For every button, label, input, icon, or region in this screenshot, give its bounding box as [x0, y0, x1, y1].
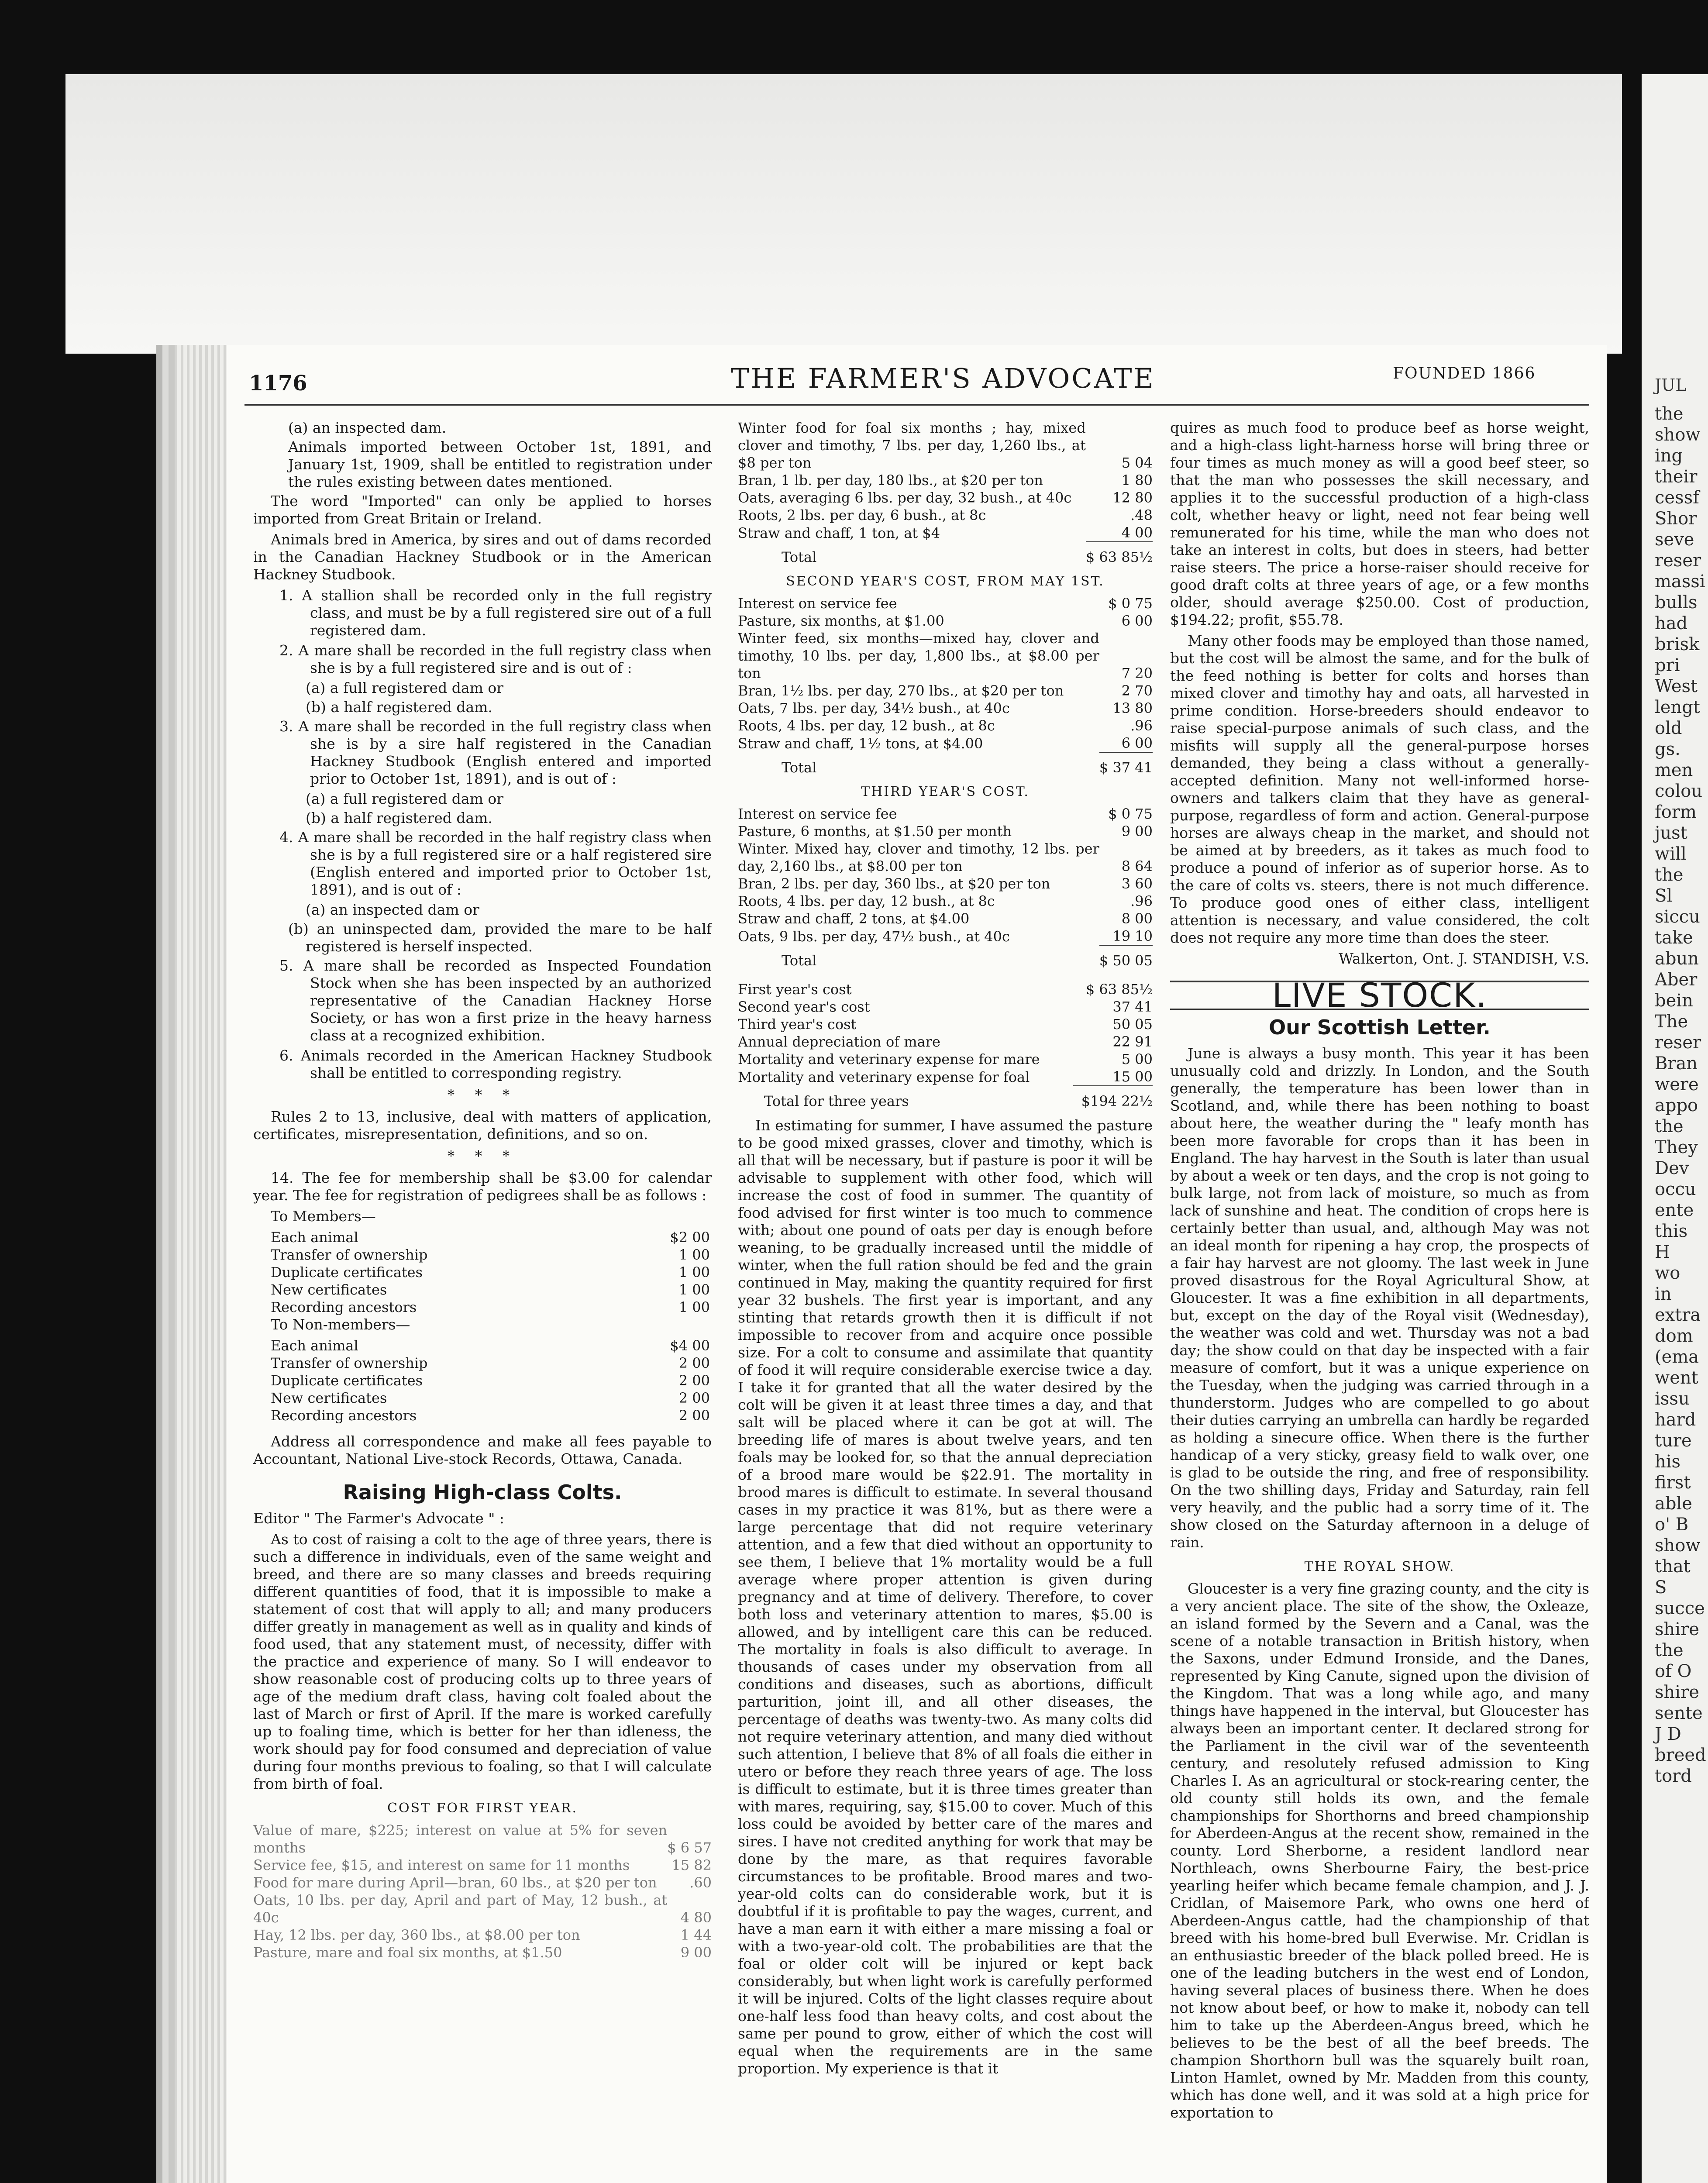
adjacent-page-line: will	[1655, 844, 1687, 864]
adjacent-page-line: reser	[1655, 1033, 1701, 1053]
rules-2-13: Rules 2 to 13, inclusive, deal with matters of application, certificates, misrepresentation, definitions, and so on.	[253, 1108, 712, 1143]
adjacent-page-line: show	[1655, 1536, 1701, 1556]
adjacent-page-line: ente	[1655, 1200, 1694, 1220]
adjacent-page-line: colou	[1655, 781, 1703, 801]
cost-item: Straw and chaff, 1 ton, at $4	[738, 525, 940, 541]
cost-row	[738, 717, 1153, 734]
fee-amount: 2 00	[678, 1390, 710, 1406]
adjacent-page-line: shire	[1655, 1682, 1699, 1702]
cost-row	[738, 805, 1153, 823]
adjacent-page-line: just	[1655, 823, 1687, 843]
cost-item: Service fee, $15, and interest on same for 11 months	[253, 1857, 630, 1873]
cost-row	[253, 1926, 712, 1944]
colts-continued: quires as much food to produce beef as horse weight, and a high-class light-harness horse will bring three or four times as much money as will a good beef steer, so that the man who possesses the skill necessary, and applies it to the successful production of a high-class colt, whether heavy or light, need not fear being well remunerated for his time, while the man who does not take an interest in colts, but does in steers, had better raise steers. The price a horse-raiser should receive for good draft colts at three years of age, or a few months older, should average $250.00. Cost of production, $194.22; profit, $55.78.	[1170, 419, 1589, 628]
cost-row	[738, 524, 1153, 542]
cost-item: Winter. Mixed hay, clover and timothy, 12 lbs. per day, 2,160 lbs., at $8.00 per ton	[738, 840, 1099, 875]
second-year-total: $ 37 41	[1099, 752, 1153, 776]
cost-amount: 1 44	[680, 1927, 712, 1943]
adjacent-page-line: wo	[1655, 1263, 1680, 1283]
cost-amount: 9 00	[680, 1944, 712, 1961]
cost-row	[253, 1874, 712, 1891]
adjacent-page-line: brisk	[1655, 634, 1700, 654]
rule-5: 5. A mare shall be recorded as Inspected Foundation Stock when she has been inspected by an authorized representative of the Canadian Hackney Horse Society, or has won a first prize in the heavy harness class at a recognized exhibition.	[279, 957, 712, 1044]
fee-item: Duplicate certificates	[271, 1264, 423, 1281]
bred-in-america: Animals bred in America, by sires and out of dams recorded in the Canadian Hackney Studbook or in the American Hackney Studbook.	[253, 531, 712, 583]
cost-row	[738, 981, 1153, 998]
rule-2a: (a) a full registered dam or	[306, 679, 503, 696]
fee-row	[253, 1264, 712, 1281]
adjacent-page-line: ture	[1655, 1431, 1692, 1451]
total-label: Total	[782, 952, 817, 969]
cost-amount: 8 00	[1121, 910, 1153, 927]
fee-item: Each animal	[271, 1337, 358, 1354]
rule-1: 1. A stallion shall be recorded only in the full registry class, and must be by a full registered sire out of a full registered dam.	[279, 587, 712, 639]
cost-row	[738, 1033, 1153, 1050]
adjacent-page-line: gs.	[1655, 739, 1680, 759]
cost-row	[738, 506, 1153, 524]
author-signature: Walkerton, Ont. J. STANDISH, V.S.	[1339, 950, 1589, 967]
adjacent-page-line: the	[1655, 1116, 1684, 1136]
fee-row	[253, 1298, 712, 1316]
cost-item: Pasture, mare and foal six months, at $1.50	[253, 1944, 562, 1961]
fee-item: Recording ancestors	[271, 1407, 417, 1424]
first-year-cost-table	[253, 1821, 712, 1961]
adjacent-page-line: Sl	[1655, 886, 1673, 906]
estimating-paragraph: In estimating for summer, I have assumed the pasture to be good mixed grasses, clover and timothy, which is all that will be necessary, but if pasture is poor it will be advisable to supplement with other food, which will increase the cost of food in summer. The quantity of food advised for first winter is too much to commence with; about one pound of oats per day is enough before weaning, to be gradually increased until the middle of winter, when the full ration should be fed and the grain continued in May, making the quantity required for first year 32 bushels. The first year is important, and any stinting that retards growth then it is difficult if not impossible to recover from and acquire once possible size. For a colt to consume and assimilate that quantity of food it will require considerable exercise twice a day. I take it for granted that all the water desired by the colt will be given it at least three times a day, and that salt will be placed where it can be got at will. The breeding life of mares is about twelve years, and ten foals may be looked for, so that the annual depreciation of a brood mare would be $22.91. The mortality in brood mares is difficult to estimate. In several thousand cases in my practice it was 81%, but as there were a large percentage that did not require veterinary attention, and a few that died without an opportunity to see them, I believe that 1% mortality would be a full average where proper attention is given during pregnancy and at time of delivery. Therefore, to cover both loss and veterinary attention to mares, $5.00 is allowed, and by intelligent care this can be reduced. The mortality in foals is also difficult to average. In thousands of cases under my observation from all conditions and diseases, such as abortions, difficult parturition, joint ill, and all other diseases, the percentage of deaths was twenty-two. As many colts did not require veterinary attention, and many died without such attention, I believe that 8% of all foals die either in utero or before they reach three years of age. The loss is difficult to estimate, but it is three times greater than with mares, requiring, say, $15.00 to cover. Much of this loss could be avoided by better care of the mares and sires. I have not credited anything for work that may be done by the mare, as that requires favorable circumstances to be profitable. Brood mares and two-year-old colts can do considerable work, but it is doubtful if it is profitable to pay the wages, current, and have a man earn it with either a mare missing a foal or with a two-year-old colt. The probabilities are that the foal or older colt will be injured or kept back considerably, but when light work is carefully performed it will be injured. Colts of the light classes require about one-half less food than heavy colts, and cost about the same per pound to grow, either of which the cost will equal when the requirements are in the same proportion. My experience is that it	[738, 1117, 1153, 2077]
adjacent-page-line: form	[1655, 802, 1697, 822]
rule-3a: (a) a full registered dam or	[306, 790, 503, 807]
summary-total-row	[738, 1086, 1153, 1110]
first-year-total-row	[738, 542, 1153, 566]
cost-row	[738, 823, 1153, 840]
cost-item: Mortality and veterinary expense for mare	[738, 1051, 1040, 1067]
cost-row	[738, 419, 1153, 472]
adjacent-page-line: Aber	[1655, 970, 1698, 990]
cost-amount: 22 91	[1112, 1033, 1153, 1050]
rule-2: 2. A mare shall be recorded in the full registry class when she is by a full registered sire and is out of :	[279, 642, 712, 676]
adjacent-page-line: that	[1655, 1556, 1691, 1577]
imported-definition: The word "Imported" can only be applied to horses imported from Great Britain or Ireland.	[253, 492, 712, 527]
cost-amount: 15 82	[671, 1857, 712, 1873]
cost-row	[253, 1821, 712, 1856]
adjacent-page-line: this	[1655, 1221, 1688, 1241]
cost-amount: .48	[1130, 507, 1153, 523]
cost-row	[738, 840, 1153, 875]
adjacent-page-line: the	[1655, 404, 1684, 424]
fee-amount: 1 00	[678, 1246, 710, 1263]
cost-amount: 15 00	[1112, 1068, 1153, 1085]
header-rule	[244, 404, 1589, 406]
cost-item: Pasture, 6 months, at $1.50 per month	[738, 823, 1012, 840]
cost-item: Winter feed, six months—mixed hay, clover and timothy, 10 lbs. per day, 1,800 lbs., at $8.00 per ton	[738, 630, 1099, 682]
adjacent-page-line: abun	[1655, 949, 1699, 969]
royal-show-paragraph: Gloucester is a very fine grazing county, and the city is a very ancient place. The site of the show, the Oxleaze, an island formed by the Severn and a Canal, was the scene of a notable transaction in British history, when the Saxons, under Edmund Ironside, and the Danes, represented by King Canute, signed upon the division of the Kingdom. That was a long while ago, and many things have happened in the interval, but Gloucester has always been an important center. It declared strong for the Parliament in the civil war of the seventeenth century, and resolutely refused admission to King Charles I. As an agricultural or stock-rearing center, the old county still holds its own, and the female championships for Shorthorns and breed championship for Aberdeen-Angus at the recent show, remained in the county. Lord Sherborne, a resident landlord near Northleach, owns Sherbourne Fairy, the best-price yearling heifer which became female champion, and J. J. Cridlan, of Maisemore Park, who owns one herd of Aberdeen-Angus cattle, had the championship of that breed with his home-bred bull Everwise. Mr. Cridlan is an enthusiastic breeder of the black polled breed. He is one of the leading butchers in the west end of London, having several places of business there. When he does not know about beef, or how to make it, nobody can tell him to take up the Aberdeen-Angus breed, which he believes to be the best of all the beef breeds. The champion Shorthorn bull was the squarely built roan, Linton Hamlet, owned by Mr. Madden from this county, which has done well, and it was sold at a high price for exportation to	[1170, 1580, 1589, 2121]
fee-row	[253, 1407, 712, 1424]
cost-row	[738, 875, 1153, 892]
adjacent-page-line: breed	[1655, 1745, 1706, 1765]
adjacent-page-line: S	[1655, 1577, 1667, 1598]
cost-item: Roots, 4 lbs. per day, 12 bush., at 8c	[738, 893, 995, 909]
adjacent-page-line: siccu	[1655, 907, 1700, 927]
fee-amount: 1 00	[678, 1264, 710, 1281]
cost-amount: 7 20	[1121, 665, 1153, 682]
fee-amount: 2 00	[678, 1355, 710, 1371]
adjacent-page-line: o' B	[1655, 1515, 1689, 1535]
cost-amount: 12 80	[1112, 489, 1153, 506]
cost-amount: $ 0 75	[1108, 806, 1153, 822]
cost-amount: $ 63 85½	[1085, 981, 1153, 998]
summary-cost-table	[738, 981, 1153, 1110]
fee-row	[253, 1229, 712, 1246]
rule-a-rest: Animals imported between October 1st, 1891, and January 1st, 1909, shall be entitled to registration under the rules existing between dates mentioned.	[288, 438, 712, 490]
section-title-live-stock: LIVE STOCK.	[1170, 981, 1589, 1010]
rule-4: 4. A mare shall be recorded in the half registry class when she is by a full registered sire or a half registered sire (English entered and imported prior to October 1st, 1891), and is out of :	[279, 829, 712, 898]
fee-row	[253, 1281, 712, 1298]
adjacent-page-line: H	[1655, 1242, 1670, 1262]
cost-amount: $ 6 57	[667, 1839, 712, 1856]
fee-row	[253, 1246, 712, 1264]
cost-item: Third year's cost	[738, 1016, 857, 1033]
fee-amount: 2 00	[678, 1372, 710, 1389]
cost-row	[738, 472, 1153, 489]
members-fee-table	[253, 1229, 712, 1316]
scottish-paragraph-1: June is always a busy month. This year it has been unusually cold and drizzly. In London, and the South generally, the temperature has been lower than in Scotland, and, while there has been nothing to boast about here, the weather during the " leafy month has been more favorable for crops than it has been in England. The hay harvest in the South is later than usual by about a week or ten days, and the crop is not going to bulk large, not from lack of moisture, so much as from lack of sunshine and heat. The condition of crops here is certainly better than usual, and, although May was not an ideal month for ripening a hay crop, the prospects of a fair hay harvest are not gloomy. The last week in June proved disastrous for the Royal Agricultural Show, at Gloucester. It was a fine exhibition in all departments, but, except on the day of the Royal visit (Wednesday), the weather was cold and wet. Thursday was not a bad day; the show could on that day be inspected with a fair measure of comfort, but it was a unique experience on the Tuesday, when the judging was carried through in a thunderstorm. Judges who are compelled to go about their duties carrying an umbrella can hardly be regarded as holding a sinecure office. When there is the further handicap of a very sticky, greasy field to walk over, one is glad to be outside the ring, and free of responsibility. On the two shilling days, Friday and Saturday, rain fell very heavily, and the public had a sorry time of it. The show closed on the Saturday afternoon in a deluge of rain.	[1170, 1045, 1589, 1551]
adjacent-page-line: ing	[1655, 446, 1683, 466]
total-label: Total	[782, 549, 817, 565]
first-year-cost-table-continued	[738, 419, 1153, 566]
rule-6: 6. Animals recorded in the American Hackney Studbook shall be entitled to corresponding registry.	[279, 1047, 712, 1081]
rule-a-lead: (a) an inspected dam.	[288, 419, 447, 436]
royal-show-heading: THE ROYAL SHOW.	[1304, 1559, 1455, 1574]
rule-3b: (b) a half registered dam.	[306, 809, 492, 826]
cost-item: Second year's cost	[738, 999, 870, 1015]
article-title-colts: Raising High-class Colts.	[343, 1481, 622, 1504]
nonmembers-heading: To Non-members—	[271, 1316, 410, 1333]
cost-amount: .60	[689, 1874, 712, 1891]
adjacent-page-line: dom	[1655, 1326, 1693, 1346]
adjacent-page-line: their	[1655, 467, 1698, 487]
adjacent-page-line: issu	[1655, 1389, 1690, 1409]
cost-amount: 19 10	[1112, 928, 1153, 944]
fee-amount: 2 00	[678, 1407, 710, 1424]
rule-4b: (b) an uninspected dam, provided the mare to be half registered is herself inspected.	[288, 920, 712, 955]
cost-item: Interest on service fee	[738, 595, 897, 612]
adjacent-page-line: Bran	[1655, 1054, 1698, 1074]
cost-row	[738, 1050, 1153, 1068]
cost-row	[738, 630, 1153, 682]
cost-item: Oats, 7 lbs. per day, 34½ bush., at 40c	[738, 700, 1010, 716]
cost-item: Hay, 12 lbs. per day, 360 lbs., at $8.00 per ton	[253, 1927, 580, 1943]
adjacent-page-line: The	[1655, 1012, 1688, 1032]
summary-total: $194 22½	[1073, 1086, 1153, 1110]
fee-amount: 1 00	[678, 1299, 710, 1315]
cost-row	[738, 489, 1153, 506]
cost-row	[738, 1016, 1153, 1033]
fee-item: Transfer of ownership	[271, 1355, 428, 1371]
adjacent-page-line: lengt	[1655, 697, 1700, 717]
page-number: 1176	[249, 371, 307, 396]
cost-amount: 3 60	[1121, 875, 1153, 892]
adjacent-page-line: cessf	[1655, 488, 1699, 508]
adjacent-page-line: pri	[1655, 655, 1680, 675]
editor-salutation: Editor " The Farmer's Advocate " :	[253, 1510, 505, 1527]
adjacent-page-lines	[1642, 403, 1708, 1787]
adjacent-page-line: take	[1655, 928, 1693, 948]
second-year-heading: SECOND YEAR'S COST, FROM MAY 1ST.	[786, 574, 1105, 589]
cost-row	[253, 1891, 712, 1926]
adjacent-page-line: first	[1655, 1473, 1691, 1493]
colts-paragraph-1: As to cost of raising a colt to the age of three years, there is such a difference in individuals, even of the same weight and breed, and there are so many classes and breeds requiring different quantities of food, that it is impossible to make a statement of cost that will apply to all; and many producers differ greatly in management as well as in quality and kinds of food used, that any statement must, of necessity, differ with the practice and experience of many. So I will endeavor to show reasonable cost of producing colts up to three years of age of the medium draft class, having colt foaled about the last of March or first of April. If the mare is worked carefully up to foaling time, which is better for her than idleness, the work should pay for food consumed and depreciation of value during four months previous to foaling, so that I will calculate from birth of foal.	[253, 1531, 712, 1792]
adjacent-page-line: West	[1655, 676, 1698, 696]
separator-stars: * * *	[447, 1147, 518, 1164]
adjacent-page-line: hard	[1655, 1410, 1696, 1430]
adjacent-page-line: in	[1655, 1284, 1672, 1304]
cost-item: Roots, 2 lbs. per day, 6 bush., at 8c	[738, 507, 986, 523]
adjacent-page-line: had	[1655, 613, 1688, 634]
cost-amount: .96	[1130, 717, 1153, 734]
second-year-cost-table	[738, 595, 1153, 776]
adjacent-page-line: extra	[1655, 1305, 1701, 1325]
rule-2b: (b) a half registered dam.	[306, 699, 492, 716]
fee-item: New certificates	[271, 1390, 387, 1406]
cost-row	[738, 734, 1153, 752]
cost-amount: 1 80	[1121, 472, 1153, 489]
separator-stars: * * *	[447, 1086, 518, 1103]
founded-line: FOUNDED 1866	[1393, 365, 1536, 382]
cost-amount: 13 80	[1112, 700, 1153, 716]
cost-item: Annual depreciation of mare	[738, 1033, 940, 1050]
rule-4a: (a) an inspected dam or	[306, 901, 479, 918]
cost-row	[738, 699, 1153, 717]
adjacent-page-line: appo	[1655, 1095, 1698, 1116]
cost-item: Pasture, six months, at $1.00	[738, 613, 944, 629]
adjacent-page-line: went	[1655, 1368, 1698, 1388]
cost-item: First year's cost	[738, 981, 852, 998]
first-year-total: $ 63 85½	[1086, 542, 1153, 566]
cost-item: Oats, averaging 6 lbs. per day, 32 bush., at 40c	[738, 489, 1072, 506]
rule-3: 3. A mare shall be recorded in the full registry class when she is by a sire half registered in the Canadian Hackney Studbook (English entered and imported prior to October 1st, 1891), and is out of :	[279, 718, 712, 787]
fee-row	[253, 1372, 712, 1389]
third-year-heading: THIRD YEAR'S COST.	[861, 784, 1030, 799]
adjacent-page-line: were	[1655, 1074, 1699, 1095]
cost-amount: 5 00	[1121, 1051, 1153, 1067]
adjacent-page-line: show	[1655, 425, 1701, 445]
adjacent-page-line: the	[1655, 1640, 1684, 1660]
cost-item: Food for mare during April—bran, 60 lbs., at $20 per ton	[253, 1874, 657, 1891]
cost-amount: 9 00	[1121, 823, 1153, 840]
cost-amount: 50 05	[1112, 1016, 1153, 1033]
cost-row	[738, 612, 1153, 630]
adjacent-page-line: bulls	[1655, 592, 1698, 613]
adjacent-page-line: reser	[1655, 551, 1701, 571]
column-2	[738, 419, 1153, 2081]
cost-item: Oats, 10 lbs. per day, April and part of May, 12 bush., at 40c	[253, 1892, 668, 1926]
column-1	[253, 419, 712, 1961]
cost-item: Straw and chaff, 2 tons, at $4.00	[738, 910, 970, 927]
cost-amount: $ 0 75	[1108, 595, 1153, 612]
adjacent-page-line: of O	[1655, 1661, 1692, 1681]
cost-row	[253, 1944, 712, 1961]
cost-item: Oats, 9 lbs. per day, 47½ bush., at 40c	[738, 928, 1010, 945]
fee-item: Recording ancestors	[271, 1299, 417, 1315]
binding-spine	[175, 345, 227, 2183]
cost-amount: 6 00	[1121, 735, 1153, 751]
total-label: Total	[782, 759, 817, 776]
adjacent-page-line: massi	[1655, 572, 1705, 592]
column-3	[1170, 419, 1589, 2125]
cost-row	[738, 998, 1153, 1016]
adjacent-page-line: old	[1655, 718, 1682, 738]
adjacent-page-line: his	[1655, 1452, 1681, 1472]
adjacent-page-line: Shor	[1655, 509, 1697, 529]
cost-item: Bran, 1½ lbs. per day, 270 lbs., at $20 per ton	[738, 682, 1064, 699]
second-year-total-row	[738, 752, 1153, 776]
cost-item: Mortality and veterinary expense for foal	[738, 1069, 1030, 1085]
rule-14: 14. The fee for membership shall be $3.00 for calendar year. The fee for registration of pedigrees shall be as follows :	[253, 1169, 712, 1204]
members-heading: To Members—	[271, 1208, 376, 1225]
cost-row	[738, 1068, 1153, 1086]
third-year-total: $ 50 05	[1099, 945, 1153, 969]
fee-row	[253, 1354, 712, 1372]
third-year-total-row	[738, 945, 1153, 969]
cost-row	[253, 1856, 712, 1874]
adjacent-page-line: the	[1655, 865, 1684, 885]
third-year-cost-table	[738, 805, 1153, 969]
adjacent-page-line: men	[1655, 760, 1693, 780]
nonmembers-fee-table	[253, 1337, 712, 1424]
adjacent-page-line: bein	[1655, 991, 1693, 1011]
cost-item: Value of mare, $225; interest on value at 5% for seven months	[253, 1822, 668, 1856]
cost-amount: 8 64	[1121, 858, 1153, 875]
cost-amount: 4 80	[680, 1909, 712, 1926]
fee-amount: $4 00	[670, 1337, 710, 1354]
fee-row	[253, 1337, 712, 1354]
cost-row	[738, 682, 1153, 699]
address-note: Address all correspondence and make all fees payable to Accountant, National Live-stock Records, Ottawa, Canada.	[253, 1433, 712, 1467]
fee-item: Duplicate certificates	[271, 1372, 423, 1389]
adjacent-page-line: sente	[1655, 1703, 1703, 1723]
article-title-scottish-letter: Our Scottish Letter.	[1269, 1016, 1491, 1039]
cost-amount: 4 00	[1121, 524, 1153, 541]
cost-item: Bran, 1 lb. per day, 180 lbs., at $20 per ton	[738, 472, 1043, 489]
fee-amount: 1 00	[678, 1281, 710, 1298]
adjacent-page-line: They	[1655, 1137, 1698, 1157]
adjacent-page-line: able	[1655, 1494, 1692, 1514]
cost-amount: 2 70	[1121, 682, 1153, 699]
cost-amount: 6 00	[1121, 613, 1153, 629]
cost-item: Winter food for foal six months ; hay, mixed clover and timothy, 7 lbs. per day, 1,260 lbs., at $8 per ton	[738, 420, 1086, 471]
fee-item: New certificates	[271, 1281, 387, 1298]
adjacent-page-line: seve	[1655, 530, 1694, 550]
cost-row	[738, 927, 1153, 945]
adjacent-page-line: succe	[1655, 1598, 1705, 1618]
cost-amount: .96	[1130, 893, 1153, 909]
summary-total-label: Total for three years	[764, 1093, 909, 1109]
cost-amount: 37 41	[1112, 999, 1153, 1015]
cost-item: Roots, 4 lbs. per day, 12 bush., at 8c	[738, 717, 995, 734]
fee-item: Each animal	[271, 1229, 358, 1246]
adjacent-page-header: JUL	[1655, 375, 1687, 395]
adjacent-page-line: shire	[1655, 1619, 1699, 1639]
adjacent-page-line: (ema	[1655, 1347, 1699, 1367]
cost-item: Bran, 2 lbs. per day, 360 lbs., at $20 per ton	[738, 875, 1050, 892]
cost-row	[738, 910, 1153, 927]
adjacent-page-line: occu	[1655, 1179, 1696, 1199]
adjacent-page-line: Dev	[1655, 1158, 1689, 1178]
adjacent-page-strip	[1642, 74, 1708, 2183]
many-other-foods: Many other foods may be employed than those named, but the cost will be almost the same, and for the bulk of the feed nothing is better for colts and horses than mixed clover and timothy hay and oats, all harvested in prime condition. Horse-breeders should endeavor to raise special-purpose animals of such class, and the misfits will supply all the general-purpose horses demanded, they being a class without a generally-accepted definition. Many not well-informed horse-owners and talkers claim that they have as general-purpose, regardless of form and action. General-purpose horses are always cheap in the market, and should not be aimed at by breeders, as it takes as much food to produce a pound of inferior as of superior horse. As to the care of colts vs. steers, there is not much difference. To produce good ones of either class, intelligent attention is necessary, and value considered, the colt does not require any more time than does the steer.	[1170, 632, 1589, 946]
fee-row	[253, 1389, 712, 1407]
cost-item: Interest on service fee	[738, 806, 897, 822]
masthead: THE FARMER'S ADVOCATE	[731, 362, 1155, 394]
cost-amount: 5 04	[1121, 455, 1153, 471]
cost-row	[738, 892, 1153, 910]
cost-row	[738, 595, 1153, 612]
cost-item: Straw and chaff, 1½ tons, at $4.00	[738, 735, 983, 752]
adjacent-page-line: tord	[1655, 1766, 1692, 1786]
first-year-heading: COST FOR FIRST YEAR.	[387, 1801, 578, 1816]
fee-amount: $2 00	[670, 1229, 710, 1246]
fee-item: Transfer of ownership	[271, 1246, 428, 1263]
adjacent-page-line: J D	[1655, 1724, 1681, 1744]
